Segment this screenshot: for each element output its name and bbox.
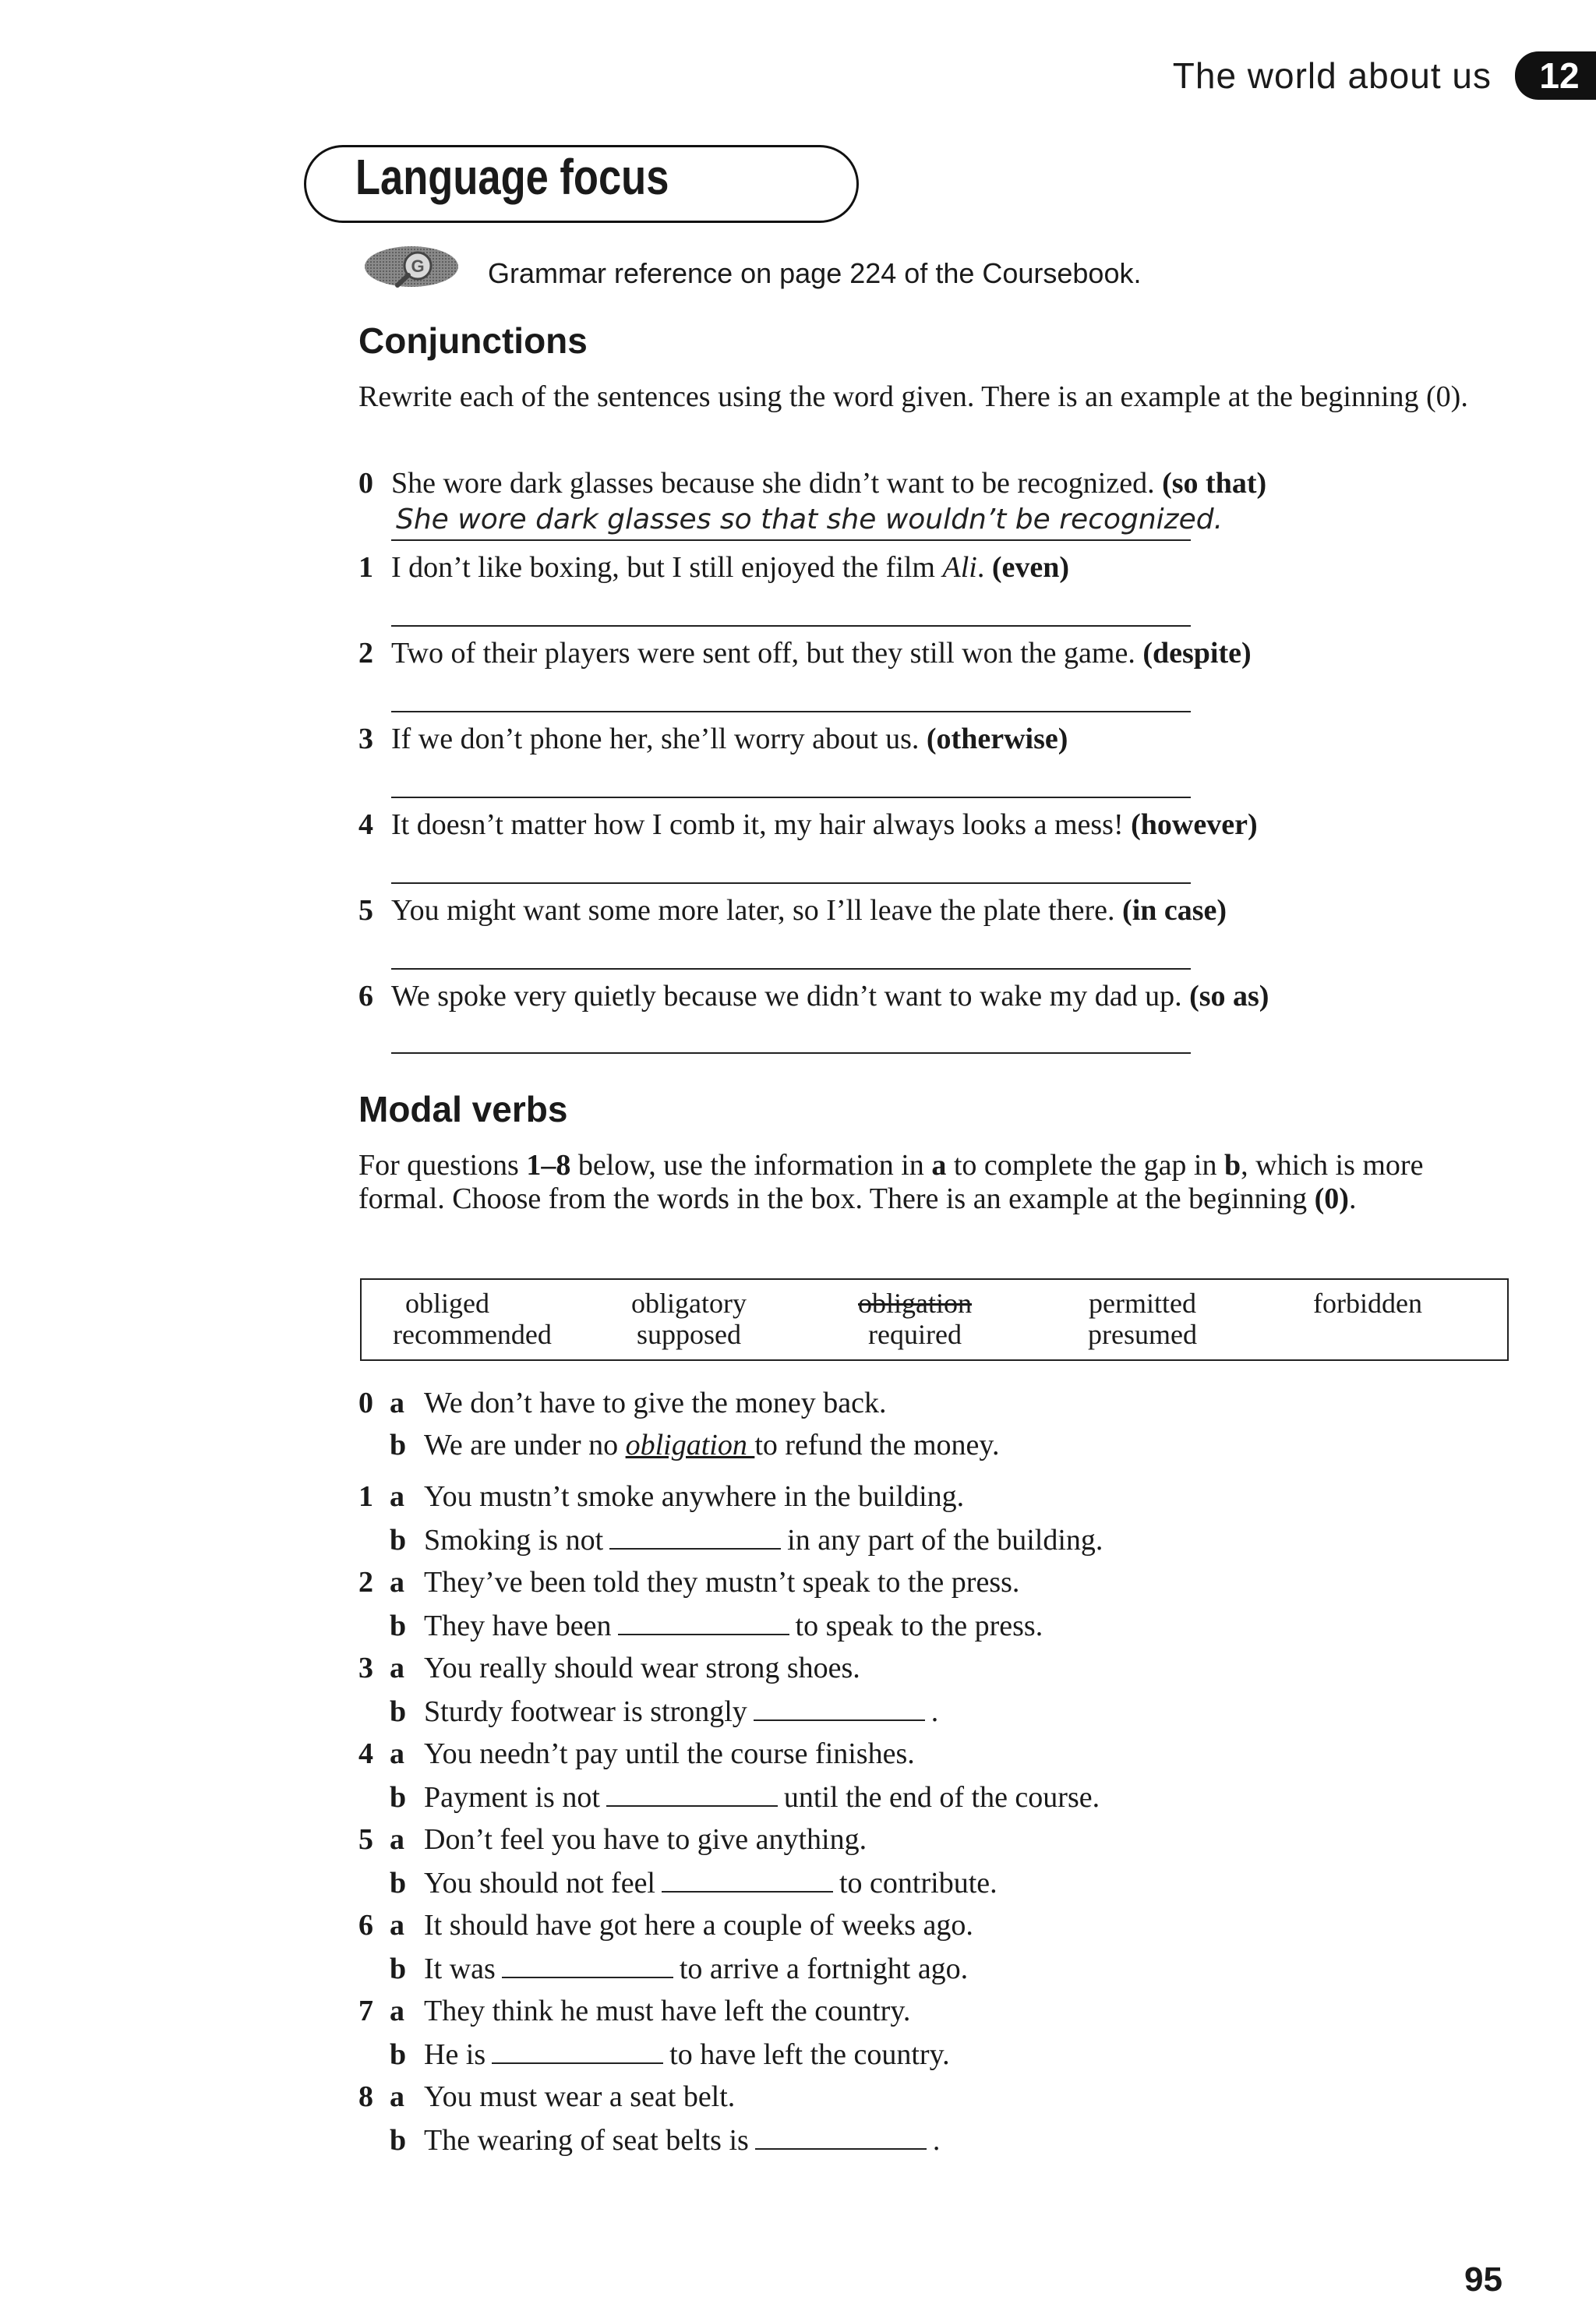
svg-text:G: G: [411, 256, 425, 276]
item-number: 7: [358, 1995, 373, 2027]
b-pre: We are under no: [424, 1429, 626, 1461]
gap-blank[interactable]: [755, 2125, 927, 2150]
part-a-text: You mustn’t smoke anywhere in the building.: [424, 1480, 965, 1513]
item-number: 2: [358, 1566, 373, 1599]
sentence: It doesn’t matter how I comb it, my hair always looks a mess!: [391, 808, 1132, 841]
word-option: required: [868, 1319, 962, 1350]
b-post: to have left the country.: [669, 2038, 950, 2071]
part-b-text: [424, 1428, 999, 1462]
word-option: permitted: [1089, 1288, 1196, 1319]
part-b-text: [424, 1609, 1043, 1643]
sentence: If we don’t phone her, she’ll worry about us.: [391, 723, 927, 755]
part-b-label: b: [390, 2038, 407, 2071]
given-word: (despite): [1142, 637, 1252, 670]
page-number: 95: [1464, 2260, 1502, 2299]
part-b-text: [424, 2037, 950, 2072]
part-a-text: It should have got here a couple of weeks ago.: [424, 1909, 973, 1942]
answer-line-3[interactable]: [391, 797, 1191, 798]
instr-bold: a: [931, 1149, 947, 1182]
answer-line-5[interactable]: [391, 968, 1191, 970]
chapter-number-badge: 12: [1515, 51, 1596, 100]
b-post: in any part of the building.: [787, 1524, 1103, 1557]
conjunctions-heading: Conjunctions: [358, 320, 588, 361]
example-answer: obligation: [625, 1429, 755, 1461]
part-b-text: [424, 1866, 998, 1900]
part-b-text: [424, 1780, 1100, 1815]
word-box-col-5: [1301, 1288, 1434, 1319]
item-text: [391, 636, 1252, 670]
word-option-used: obligation: [858, 1288, 972, 1319]
word-box-col-3: [845, 1288, 985, 1350]
gap-blank[interactable]: [754, 1696, 925, 1721]
part-a-text: You needn’t pay until the course finishes.: [424, 1737, 915, 1770]
part-a-text: They think he must have left the country.: [424, 1995, 911, 2027]
film-title: Ali: [942, 551, 977, 584]
item-number: 0: [358, 467, 373, 500]
example-answer-handwritten: She wore dark glasses so that she wouldn’t be recognized.: [396, 504, 1223, 535]
part-b-text: [424, 1695, 938, 1729]
sentence: We spoke very quietly because we didn’t want to wake my dad up.: [391, 980, 1190, 1013]
item-number: 3: [358, 1652, 373, 1684]
sentence: I don’t like boxing, but I still enjoyed the film: [391, 551, 943, 584]
item-text: [391, 550, 1069, 585]
b-pre: The wearing of seat belts is: [424, 2124, 749, 2157]
instr-part: to complete the gap in: [946, 1149, 1224, 1182]
b-post: .: [930, 1695, 939, 1728]
modal-verbs-heading: Modal verbs: [358, 1089, 568, 1129]
item-number: 1: [358, 1480, 373, 1513]
answer-line-6[interactable]: [391, 1052, 1191, 1054]
word-box-col-2: [619, 1288, 759, 1350]
running-head: [1173, 50, 1596, 101]
part-b-label: b: [390, 1781, 407, 1814]
part-b-label: b: [390, 1610, 407, 1642]
b-pre: Smoking is not: [424, 1524, 604, 1557]
b-post: .: [932, 2124, 941, 2157]
given-word: (even): [991, 551, 1070, 584]
b-post: to contribute.: [839, 1867, 998, 1900]
part-b-label: b: [390, 1429, 407, 1461]
chapter-title: The world about us: [1172, 55, 1492, 96]
given-word: (so that): [1162, 467, 1267, 500]
part-a-label: a: [390, 1652, 404, 1684]
part-b-text: [424, 1523, 1103, 1557]
example-answer-line: [391, 539, 1191, 541]
item-number: 2: [358, 637, 373, 670]
item-number: 6: [358, 980, 373, 1013]
b-pre: He is: [424, 2038, 486, 2071]
item-number: 0: [358, 1387, 373, 1419]
part-a-label: a: [390, 1909, 404, 1942]
sentence: She wore dark glasses because she didn’t want to be recognized.: [391, 467, 1155, 500]
part-a-text: You really should wear strong shoes.: [424, 1652, 860, 1684]
given-word: (otherwise): [926, 723, 1068, 755]
item-number: 4: [358, 808, 373, 841]
item-number: 3: [358, 723, 373, 755]
part-a-label: a: [390, 1480, 404, 1513]
b-pre: Payment is not: [424, 1781, 600, 1814]
given-word: (so as): [1189, 980, 1269, 1013]
b-pre: It was: [424, 1953, 496, 1985]
word-box-col-4: [1072, 1288, 1213, 1350]
item-text: [391, 979, 1269, 1013]
item-number: 5: [358, 894, 373, 927]
gap-blank[interactable]: [502, 1953, 673, 1978]
magnifier-g-icon: [363, 245, 460, 288]
gap-blank[interactable]: [492, 2039, 663, 2064]
gap-blank[interactable]: [662, 1868, 833, 1893]
grammar-reference-text: Grammar reference on page 224 of the Coursebook.: [488, 257, 1142, 289]
instr-bold: 1–8: [526, 1149, 571, 1182]
item-number: 6: [358, 1909, 373, 1942]
b-post: to refund the money.: [754, 1429, 1000, 1461]
b-pre: They have been: [424, 1610, 612, 1642]
part-a-text: You must wear a seat belt.: [424, 2080, 736, 2113]
instructions-text: Rewrite each of the sentences using the word given. There is an example at the beginning (0).: [358, 380, 1468, 413]
part-b-label: b: [390, 1524, 407, 1557]
instr-bold: (0): [1314, 1182, 1349, 1215]
instr-bold: b: [1224, 1149, 1241, 1182]
word-option: obliged: [405, 1288, 489, 1319]
b-post: until the end of the course.: [783, 1781, 1100, 1814]
part-a-label: a: [390, 1566, 404, 1599]
item-text: [391, 808, 1258, 842]
part-a-label: a: [390, 1995, 404, 2027]
part-b-text: [424, 1952, 968, 1986]
item-number: 5: [358, 1823, 373, 1856]
section-title: Language focus: [355, 149, 669, 205]
part-a-text: We don’t have to give the money back.: [424, 1387, 887, 1419]
given-word: (in case): [1122, 894, 1227, 927]
part-a-label: a: [390, 1387, 404, 1419]
modal-verbs-instructions: [358, 1149, 1512, 1216]
sentence-end: .: [976, 551, 992, 584]
b-post: to arrive a fortnight ago.: [679, 1953, 969, 1985]
answer-line-2[interactable]: [391, 711, 1191, 712]
gap-blank[interactable]: [618, 1610, 789, 1635]
word-option: presumed: [1088, 1319, 1197, 1350]
sentence: You might want some more later, so I’ll leave the plate there.: [391, 894, 1123, 927]
item-text: [391, 466, 1266, 500]
sentence: Two of their players were sent off, but they still won the game.: [391, 637, 1143, 670]
b-pre: You should not feel: [424, 1867, 655, 1900]
instr-part: below, use the information in: [570, 1149, 932, 1182]
instr-part: For questions: [358, 1149, 527, 1182]
b-post: to speak to the press.: [795, 1610, 1043, 1642]
item-text: [391, 893, 1227, 928]
part-b-label: b: [390, 1953, 407, 1985]
part-b-text: [424, 2123, 940, 2158]
item-text: [391, 722, 1068, 756]
answer-line-4[interactable]: [391, 882, 1191, 884]
gap-blank[interactable]: [606, 1782, 778, 1807]
part-a-text: They’ve been told they mustn’t speak to the press.: [424, 1566, 1020, 1599]
instr-part: .: [1348, 1182, 1357, 1215]
item-number: 4: [358, 1737, 373, 1770]
answer-line-1[interactable]: [391, 625, 1191, 627]
word-option: supposed: [637, 1319, 741, 1350]
part-b-label: b: [390, 2124, 407, 2157]
part-a-label: a: [390, 1823, 404, 1856]
word-option: obligatory: [631, 1288, 747, 1319]
item-number: 8: [358, 2080, 373, 2113]
b-pre: Sturdy footwear is strongly: [424, 1695, 747, 1728]
part-b-label: b: [390, 1695, 407, 1728]
part-a-text: Don’t feel you have to give anything.: [424, 1823, 867, 1856]
instr-part: , which is more formal. Choose from the words in the box. There is an example at the beginning: [358, 1149, 1424, 1215]
conjunctions-instructions: [358, 380, 1504, 414]
part-a-label: a: [390, 1737, 404, 1770]
given-word: (however): [1131, 808, 1258, 841]
gap-blank[interactable]: [609, 1525, 781, 1550]
item-number: 1: [358, 551, 373, 584]
word-box-col-1: [393, 1288, 552, 1350]
part-a-label: a: [390, 2080, 404, 2113]
word-option: forbidden: [1313, 1288, 1422, 1319]
part-b-label: b: [390, 1867, 407, 1900]
word-option: recommended: [393, 1319, 552, 1350]
word-box: [360, 1278, 1509, 1361]
